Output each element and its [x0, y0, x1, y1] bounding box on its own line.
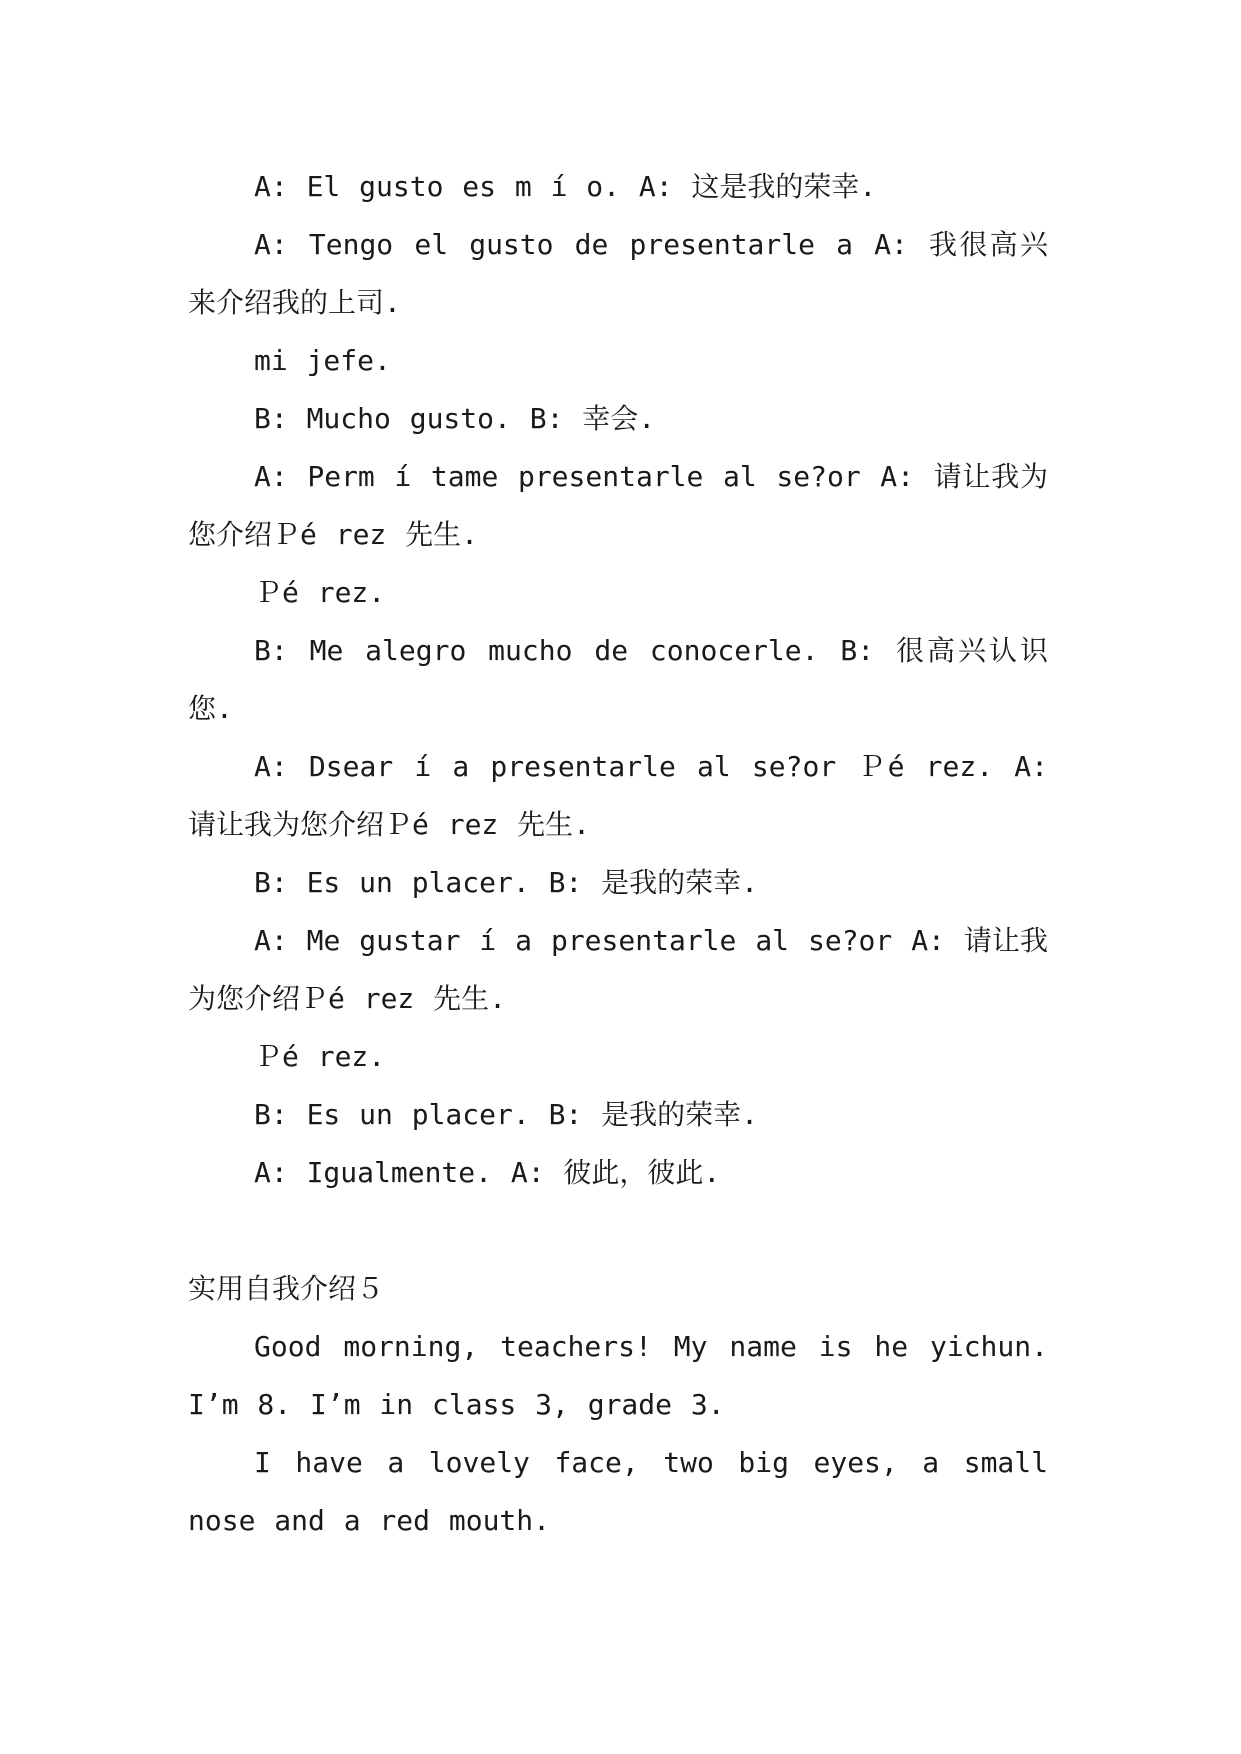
- dialogue-line: A: Dsear í a presentarle al se?or Ｐé rez. A: 请让我为您介绍Ｐé rez 先生.: [188, 750, 1048, 841]
- section-heading: 实用自我介绍５: [188, 1272, 385, 1305]
- dialogue-line: A: Me gustar í a presentarle al se?or A: 请让我为您介绍Ｐé rez 先生.: [188, 924, 1048, 1015]
- dialogue-line: A: El gusto es m í o. A: 这是我的荣幸.: [254, 170, 877, 203]
- dialogue-line: A: Tengo el gusto de presentarle a A: 我很高兴来介绍我的上司.: [188, 228, 1048, 319]
- document-body: [188, 158, 1048, 1550]
- paragraph-spacer: [188, 1202, 1048, 1260]
- body-paragraph: Good morning, teachers! My name is he yichun. I’m 8. I’m in class 3, grade 3.: [188, 1330, 1048, 1421]
- dialogue-line: Ｐé rez.: [254, 576, 386, 609]
- dialogue-line: B: Es un placer. B: 是我的荣幸.: [254, 1098, 759, 1131]
- dialogue-line: A: Igualmente. A: 彼此，彼此.: [254, 1156, 721, 1189]
- dialogue-line: B: Me alegro mucho de conocerle. B: 很高兴认识您.: [188, 634, 1048, 725]
- dialogue-line: B: Mucho gusto. B: 幸会.: [254, 402, 656, 435]
- dialogue-line: Ｐé rez.: [254, 1040, 386, 1073]
- body-paragraph: I have a lovely face, two big eyes, a small nose and a red mouth.: [188, 1446, 1048, 1537]
- dialogue-line: mi jefe.: [254, 344, 391, 377]
- dialogue-line: B: Es un placer. B: 是我的荣幸.: [254, 866, 759, 899]
- dialogue-line: A: Perm í tame presentarle al se?or A: 请让我为您介绍Ｐé rez 先生.: [188, 460, 1048, 551]
